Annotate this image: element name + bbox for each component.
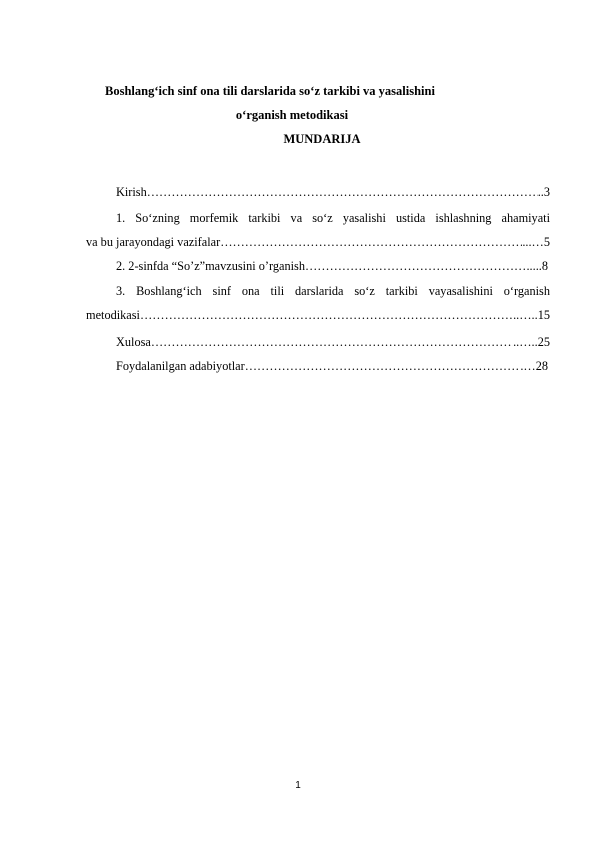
toc-entry-page: ..3 [537,185,550,199]
toc-entry-3 [86,307,550,323]
toc-entry-conclusion [116,334,550,350]
toc-entry-intro [116,184,550,200]
document-title-line1: Boshlang‘ich sinf ona tili darslarida so‘z tarkibi va yasalishini [105,84,435,98]
toc-entry-page: .…28 [520,359,548,373]
toc-entry-3-line1: 3. Boshlang‘ich sinf ona tili darslarida so‘z tarkibi vayasalishini o‘rganish [116,284,550,298]
toc-entry-page: ...…5 [522,235,550,249]
toc-entry-page: .....8 [526,259,548,273]
page-number: 1 [295,780,301,791]
document-title-line2: o‘rganish metodikasi [235,108,349,122]
toc-entry-text: 2. 2-sinfda “So’z”mavzusini o’rganish [116,259,305,273]
toc-entry-1-line1: 1. So‘zning morfemik tarkibi va so‘z yasalishi ustida ishlashning ahamiyati [116,211,550,225]
toc-entry-text: va bu jarayondagi vazifalar [86,235,221,249]
contents-heading: MUNDARIJA [283,132,361,146]
toc-entry-text: metodikasi [86,308,140,322]
toc-entry-text: Foydalanilgan adabiyotlar [116,359,245,373]
toc-entry-text: Kirish [116,185,147,199]
toc-entry-page: ..…..25 [513,335,550,349]
toc-entry-1 [86,234,550,250]
toc-entry-2 [116,258,548,274]
toc-entry-references [116,358,548,374]
toc-entry-page: ..…..15 [513,308,550,322]
toc-entry-text: Xulosa [116,335,151,349]
